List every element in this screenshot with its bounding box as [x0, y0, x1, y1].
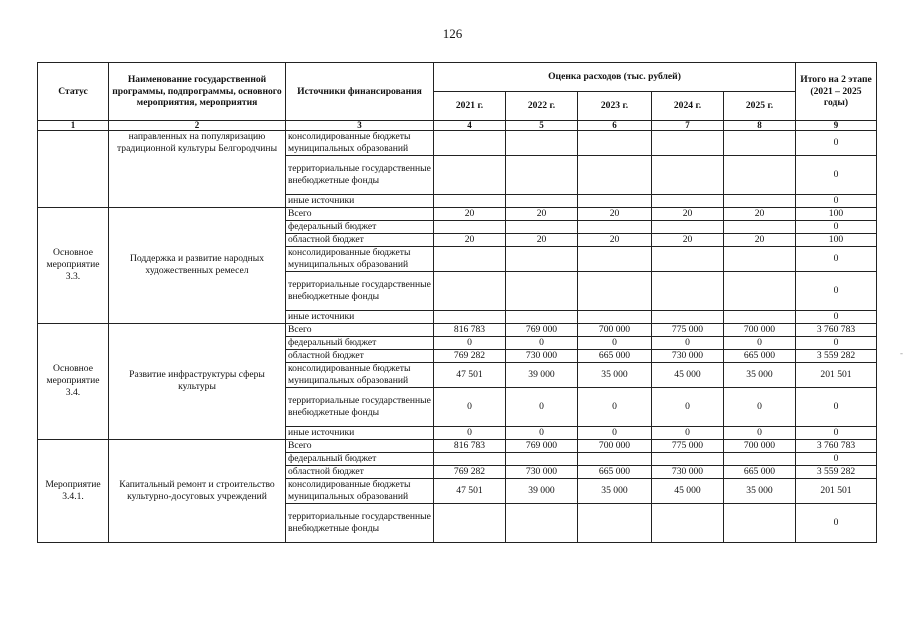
table-row	[38, 323, 877, 336]
year-value-cell	[724, 156, 796, 195]
year-value-cell	[724, 220, 796, 233]
total-value-cell: 0	[796, 156, 877, 195]
funding-source-cell: областной бюджет	[286, 349, 434, 362]
year-value-cell: 775 000	[652, 323, 724, 336]
year-value-cell: 0	[724, 336, 796, 349]
year-value-cell	[724, 271, 796, 310]
funding-source-cell: территориальные государственные внебюджетные фонды	[286, 387, 434, 426]
header-total: Итого на 2 этапе (2021 – 2025 годы)	[796, 63, 877, 121]
year-value-cell	[506, 246, 578, 271]
budget-table	[37, 62, 877, 543]
year-value-cell	[652, 452, 724, 465]
year-value-cell: 0	[506, 426, 578, 439]
year-value-cell	[434, 271, 506, 310]
header-row	[38, 63, 877, 92]
column-number: 3	[286, 121, 434, 131]
column-number: 9	[796, 121, 877, 131]
funding-source-cell: Всего	[286, 439, 434, 452]
year-value-cell: 35 000	[578, 478, 652, 503]
year-value-cell	[434, 156, 506, 195]
year-value-cell: 45 000	[652, 362, 724, 387]
funding-source-cell: консолидированные бюджеты муниципальных образований	[286, 131, 434, 156]
page-number: 126	[442, 26, 463, 41]
total-value-cell: 100	[796, 207, 877, 220]
year-value-cell: 769 282	[434, 465, 506, 478]
year-value-cell: 700 000	[724, 439, 796, 452]
funding-source-cell: территориальные государственные внебюджетные фонды	[286, 271, 434, 310]
year-value-cell	[724, 310, 796, 323]
year-value-cell: 0	[652, 336, 724, 349]
year-value-cell: 769 282	[434, 349, 506, 362]
header-sources: Источники финансирования	[286, 63, 434, 121]
year-value-cell: 730 000	[652, 349, 724, 362]
table-row	[38, 207, 877, 220]
total-value-cell: 3 760 783	[796, 323, 877, 336]
total-value-cell: 0	[796, 271, 877, 310]
table-row	[38, 131, 877, 156]
funding-source-cell: иные источники	[286, 195, 434, 208]
year-value-cell: 20	[578, 207, 652, 220]
year-value-cell: 0	[724, 426, 796, 439]
column-number: 7	[652, 121, 724, 131]
column-number: 5	[506, 121, 578, 131]
funding-source-cell: федеральный бюджет	[286, 452, 434, 465]
year-value-cell: 20	[434, 233, 506, 246]
year-value-cell: 665 000	[578, 465, 652, 478]
status-cell: Основное мероприятие 3.3.	[38, 207, 109, 323]
year-value-cell: 700 000	[724, 323, 796, 336]
program-name-cell: Капитальный ремонт и строительство культурно-досуговых учреждений	[109, 439, 286, 542]
year-value-cell	[578, 131, 652, 156]
year-value-cell: 20	[652, 233, 724, 246]
status-cell: Основное мероприятие 3.4.	[38, 323, 109, 439]
year-value-cell	[434, 503, 506, 542]
year-value-cell: 816 783	[434, 323, 506, 336]
year-value-cell	[434, 452, 506, 465]
status-cell: Мероприятие 3.4.1.	[38, 439, 109, 542]
year-value-cell: 39 000	[506, 478, 578, 503]
year-value-cell: 0	[652, 426, 724, 439]
total-value-cell: 0	[796, 131, 877, 156]
year-value-cell	[434, 195, 506, 208]
year-value-cell: 35 000	[724, 478, 796, 503]
funding-source-cell: федеральный бюджет	[286, 336, 434, 349]
year-value-cell	[434, 131, 506, 156]
year-value-cell: 700 000	[578, 439, 652, 452]
year-value-cell: 0	[578, 426, 652, 439]
table-row	[38, 439, 877, 452]
column-number: 1	[38, 121, 109, 131]
header-year: 2021 г.	[434, 92, 506, 121]
year-value-cell	[506, 310, 578, 323]
header-year: 2022 г.	[506, 92, 578, 121]
total-value-cell: 0	[796, 195, 877, 208]
year-value-cell	[652, 220, 724, 233]
year-value-cell	[652, 131, 724, 156]
total-value-cell: 0	[796, 310, 877, 323]
total-value-cell: 0	[796, 452, 877, 465]
total-value-cell: 100	[796, 233, 877, 246]
year-value-cell: 20	[506, 233, 578, 246]
year-value-cell	[724, 131, 796, 156]
funding-source-cell: Всего	[286, 207, 434, 220]
year-value-cell: 665 000	[578, 349, 652, 362]
year-value-cell: 35 000	[724, 362, 796, 387]
year-value-cell: 20	[724, 207, 796, 220]
year-value-cell: 0	[652, 387, 724, 426]
year-value-cell	[724, 503, 796, 542]
year-value-cell	[724, 246, 796, 271]
header-name: Наименование государственной программы, подпрограммы, основного мероприятия, мероприятия	[109, 63, 286, 121]
year-value-cell: 769 000	[506, 323, 578, 336]
year-value-cell: 816 783	[434, 439, 506, 452]
year-value-cell: 0	[434, 426, 506, 439]
funding-source-cell: федеральный бюджет	[286, 220, 434, 233]
year-value-cell: 20	[724, 233, 796, 246]
year-value-cell: 0	[578, 387, 652, 426]
year-value-cell: 20	[434, 207, 506, 220]
funding-source-cell: областной бюджет	[286, 465, 434, 478]
year-value-cell: 20	[506, 207, 578, 220]
year-value-cell	[724, 195, 796, 208]
year-value-cell	[652, 503, 724, 542]
year-value-cell: 0	[434, 336, 506, 349]
year-value-cell: 35 000	[578, 362, 652, 387]
funding-source-cell: областной бюджет	[286, 233, 434, 246]
year-value-cell	[652, 246, 724, 271]
table-body	[38, 131, 877, 543]
year-value-cell: 45 000	[652, 478, 724, 503]
year-value-cell: 775 000	[652, 439, 724, 452]
year-value-cell	[652, 156, 724, 195]
program-name-cell: направленных на популяризацию традиционной культуры Белгородчины	[109, 131, 286, 208]
year-value-cell	[506, 156, 578, 195]
year-value-cell: 0	[506, 387, 578, 426]
total-value-cell: 0	[796, 220, 877, 233]
funding-source-cell: консолидированные бюджеты муниципальных образований	[286, 362, 434, 387]
year-value-cell	[506, 195, 578, 208]
header-year: 2023 г.	[578, 92, 652, 121]
total-value-cell: 0	[796, 246, 877, 271]
total-value-cell: 201 501	[796, 362, 877, 387]
scan-edge-mark: -	[900, 348, 903, 358]
year-value-cell	[434, 310, 506, 323]
year-value-cell	[724, 452, 796, 465]
column-number: 8	[724, 121, 796, 131]
header-estimate: Оценка расходов (тыс. рублей)	[434, 63, 796, 92]
column-number: 6	[578, 121, 652, 131]
year-value-cell	[434, 220, 506, 233]
year-value-cell	[506, 503, 578, 542]
year-value-cell	[652, 310, 724, 323]
year-value-cell	[434, 246, 506, 271]
year-value-cell	[578, 452, 652, 465]
year-value-cell: 730 000	[652, 465, 724, 478]
year-value-cell	[652, 195, 724, 208]
total-value-cell: 0	[796, 387, 877, 426]
year-value-cell: 730 000	[506, 465, 578, 478]
column-number: 4	[434, 121, 506, 131]
year-value-cell: 47 501	[434, 478, 506, 503]
year-value-cell: 20	[652, 207, 724, 220]
total-value-cell: 3 760 783	[796, 439, 877, 452]
year-value-cell: 665 000	[724, 465, 796, 478]
year-value-cell: 665 000	[724, 349, 796, 362]
program-name-cell: Развитие инфраструктуры сферы культуры	[109, 323, 286, 439]
total-value-cell: 0	[796, 426, 877, 439]
year-value-cell	[506, 452, 578, 465]
year-value-cell	[578, 195, 652, 208]
funding-source-cell: иные источники	[286, 426, 434, 439]
year-value-cell	[506, 131, 578, 156]
year-value-cell: 769 000	[506, 439, 578, 452]
year-value-cell: 39 000	[506, 362, 578, 387]
year-value-cell	[578, 271, 652, 310]
funding-source-cell: консолидированные бюджеты муниципальных образований	[286, 478, 434, 503]
funding-source-cell: иные источники	[286, 310, 434, 323]
year-value-cell	[578, 246, 652, 271]
year-value-cell	[578, 220, 652, 233]
year-value-cell: 0	[724, 387, 796, 426]
total-value-cell: 0	[796, 503, 877, 542]
program-name-cell: Поддержка и развитие народных художественных ремесел	[109, 207, 286, 323]
year-value-cell: 47 501	[434, 362, 506, 387]
year-value-cell	[506, 271, 578, 310]
header-year: 2025 г.	[724, 92, 796, 121]
year-value-cell: 700 000	[578, 323, 652, 336]
total-value-cell: 3 559 282	[796, 465, 877, 478]
column-number: 2	[109, 121, 286, 131]
year-value-cell	[652, 271, 724, 310]
status-cell	[38, 131, 109, 208]
year-value-cell	[578, 503, 652, 542]
year-value-cell: 20	[578, 233, 652, 246]
year-value-cell	[506, 220, 578, 233]
total-value-cell: 3 559 282	[796, 349, 877, 362]
header-status: Статус	[38, 63, 109, 121]
column-number-row	[38, 121, 877, 131]
year-value-cell: 730 000	[506, 349, 578, 362]
year-value-cell	[578, 310, 652, 323]
year-value-cell: 0	[578, 336, 652, 349]
funding-source-cell: Всего	[286, 323, 434, 336]
funding-source-cell: территориальные государственные внебюджетные фонды	[286, 156, 434, 195]
year-value-cell	[578, 156, 652, 195]
total-value-cell: 0	[796, 336, 877, 349]
year-value-cell: 0	[434, 387, 506, 426]
header-year: 2024 г.	[652, 92, 724, 121]
funding-source-cell: территориальные государственные внебюджетные фонды	[286, 503, 434, 542]
total-value-cell: 201 501	[796, 478, 877, 503]
year-value-cell: 0	[506, 336, 578, 349]
funding-source-cell: консолидированные бюджеты муниципальных образований	[286, 246, 434, 271]
